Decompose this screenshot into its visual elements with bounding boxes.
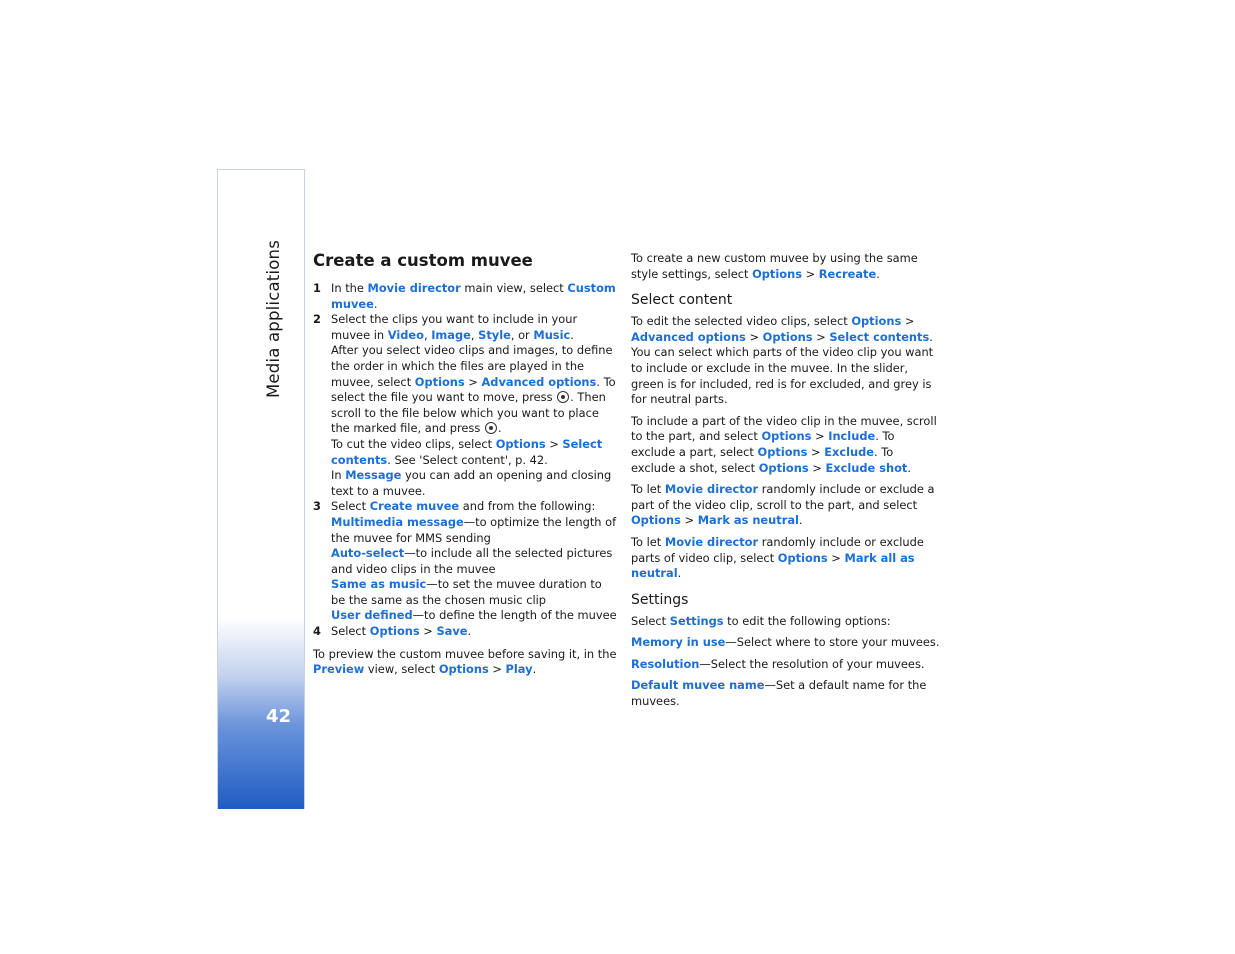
joystick-press-icon <box>557 391 569 403</box>
text: to edit the following options: <box>723 613 891 628</box>
menu-term: Settings <box>669 613 724 628</box>
step-2 <box>313 312 618 499</box>
text: —to optimize the length of the muvee for MMS sending <box>331 514 617 545</box>
text: > <box>812 329 830 344</box>
option-multimedia-message <box>331 515 618 546</box>
step-2-para-c <box>331 437 618 468</box>
text: In the <box>331 281 368 295</box>
left-column <box>313 251 618 684</box>
menu-term: Select contents <box>331 436 603 467</box>
menu-term: Advanced options <box>631 329 746 344</box>
text: . To exclude a part, select <box>631 429 895 459</box>
menu-term: Options <box>752 266 802 281</box>
text: > <box>801 266 819 281</box>
text: Select <box>331 499 370 514</box>
menu-term: Advanced options <box>481 374 597 389</box>
step-number: 2 <box>313 312 321 327</box>
text: To preview the custom muvee before saving it, in the <box>313 646 617 661</box>
menu-term: Select contents <box>829 329 930 344</box>
text: and from the following: <box>459 499 596 514</box>
text: To edit the selected video clips, select <box>631 314 852 329</box>
text: > <box>545 436 563 451</box>
menu-term: Mark as neutral <box>697 513 799 528</box>
menu-term: Memory in use <box>631 635 726 650</box>
menu-term: Movie director <box>664 534 759 549</box>
side-tab-band <box>217 169 305 809</box>
text: . <box>497 421 502 436</box>
menu-term: Message <box>345 468 402 483</box>
text: view, select <box>364 662 439 677</box>
text: . To select the file you want to move, press <box>331 374 616 405</box>
text: To let <box>631 534 665 549</box>
menu-term: Image <box>431 327 471 342</box>
select-content-paragraph-3 <box>631 482 941 529</box>
option-same-as-music <box>331 577 618 608</box>
text: randomly include or exclude parts of video clip, select <box>631 534 924 565</box>
text: . See 'Select content', p. 42. <box>387 452 548 467</box>
step-3 <box>313 499 618 624</box>
setting-resolution <box>631 657 941 673</box>
select-content-paragraph-2 <box>631 414 941 476</box>
menu-term: Options <box>777 550 828 565</box>
text: > <box>827 550 845 565</box>
text: . <box>798 513 803 528</box>
text: . You can select which parts of the video clip you want to include or exclude in the muvee. In the slider, green is for included, red is for excluded, and grey is for neutral parts. <box>631 329 934 407</box>
text: you can add an opening and closing text to a muvee. <box>331 468 612 498</box>
menu-term: Options <box>438 662 489 677</box>
option-user-defined <box>331 608 618 624</box>
text: , <box>423 327 432 342</box>
text: > <box>807 444 825 459</box>
menu-term: Recreate <box>818 266 877 281</box>
text: In <box>331 468 346 483</box>
preview-paragraph <box>313 647 618 678</box>
heading-create-custom-muvee: Create a custom muvee <box>313 251 533 270</box>
text: —Set a default name for the muvees. <box>631 678 927 709</box>
menu-term: Preview <box>313 662 365 677</box>
text: , or <box>510 327 534 342</box>
text: . <box>907 460 911 475</box>
step-4 <box>313 624 618 640</box>
select-content-paragraph-1 <box>631 314 941 408</box>
text: . To exclude a shot, select <box>631 444 894 475</box>
text: . Then scroll to the file below which you want to place the marked file, and press <box>331 390 606 436</box>
menu-term: Music <box>533 327 571 342</box>
menu-term: Options <box>851 314 902 329</box>
menu-term: Exclude <box>824 444 875 459</box>
setting-memory-in-use <box>631 635 941 651</box>
text: > <box>745 329 763 344</box>
option-auto-select <box>331 546 618 577</box>
steps-list <box>313 281 618 640</box>
heading-select-content: Select content <box>631 292 733 309</box>
right-column <box>631 251 941 716</box>
select-content-paragraph-4 <box>631 535 941 582</box>
menu-term: Multimedia message <box>331 514 464 529</box>
text: After you select video clips and images, to define the order in which the files are played in the muvee, select <box>331 343 613 389</box>
menu-term: Movie director <box>367 281 461 295</box>
text: , <box>470 327 479 342</box>
text: . <box>532 662 537 677</box>
recreate-paragraph <box>631 251 941 282</box>
menu-term: Auto-select <box>331 546 405 561</box>
menu-term: Resolution <box>631 656 700 671</box>
text: To include a part of the video clip in the muvee, scroll to the part, and select <box>631 413 937 444</box>
text: To let <box>631 482 665 497</box>
text: Select the clips you want to include in your muvee in <box>331 312 578 342</box>
menu-term: Exclude shot <box>825 460 908 475</box>
text: . <box>876 266 880 281</box>
text: —Select the resolution of your muvees. <box>699 656 925 671</box>
step-number: 3 <box>313 499 321 514</box>
menu-term: Options <box>757 444 808 459</box>
text: > <box>811 429 829 444</box>
step-3-intro <box>331 499 618 515</box>
menu-term: Options <box>761 429 812 444</box>
text: Select <box>631 613 670 628</box>
text: > <box>419 624 437 639</box>
menu-term: Save <box>436 624 468 639</box>
text: —to include all the selected pictures and video clips in the muvee <box>331 546 613 576</box>
text: main view, select <box>460 281 568 295</box>
text: > <box>488 662 506 677</box>
page-number: 42 <box>266 706 292 727</box>
section-title: Media applications <box>264 239 283 398</box>
menu-term: Include <box>828 429 876 444</box>
menu-term: Options <box>762 329 813 344</box>
menu-term: Options <box>495 436 546 451</box>
step-2-para-b <box>331 343 618 437</box>
joystick-press-icon <box>485 422 497 434</box>
text: . <box>373 296 378 311</box>
text: . <box>467 624 472 639</box>
menu-term: Options <box>414 374 465 389</box>
menu-term: Movie director <box>664 482 759 497</box>
step-2-para-a <box>331 312 618 343</box>
menu-term: Default muvee name <box>631 678 765 693</box>
text: —to define the length of the muvee <box>412 608 617 623</box>
setting-default-muvee-name <box>631 678 941 709</box>
text: . <box>677 566 682 581</box>
step-number: 1 <box>313 281 321 295</box>
text: . <box>570 327 574 342</box>
menu-term: Play <box>505 662 533 677</box>
step-number: 4 <box>313 624 321 639</box>
menu-term: Options <box>758 460 809 475</box>
menu-term: Video <box>387 327 424 342</box>
menu-term: Create muvee <box>369 499 460 514</box>
menu-term: Options <box>369 624 420 639</box>
text: To cut the video clips, select <box>331 436 496 451</box>
menu-term: Custom muvee <box>331 281 616 311</box>
heading-settings: Settings <box>631 591 689 608</box>
step-1 <box>313 281 618 312</box>
text: —to set the muvee duration to be the same as the chosen music clip <box>331 577 602 607</box>
text: > <box>808 460 826 475</box>
text: > <box>680 513 698 528</box>
text: —Select where to store your muvees. <box>725 635 940 650</box>
text: Select <box>331 624 370 639</box>
menu-term: Same as music <box>331 577 427 592</box>
menu-term: Options <box>631 513 681 528</box>
text: randomly include or exclude a part of the video clip, scroll to the part, and select <box>631 482 935 512</box>
settings-intro <box>631 614 941 630</box>
menu-term: User defined <box>331 608 413 623</box>
menu-term: Mark all as neutral <box>631 550 915 581</box>
menu-term: Style <box>478 327 511 342</box>
step-2-para-d <box>331 468 618 499</box>
text: To create a new custom muvee by using the same style settings, select <box>631 251 918 281</box>
text: > <box>464 374 482 389</box>
text: > <box>901 314 915 329</box>
